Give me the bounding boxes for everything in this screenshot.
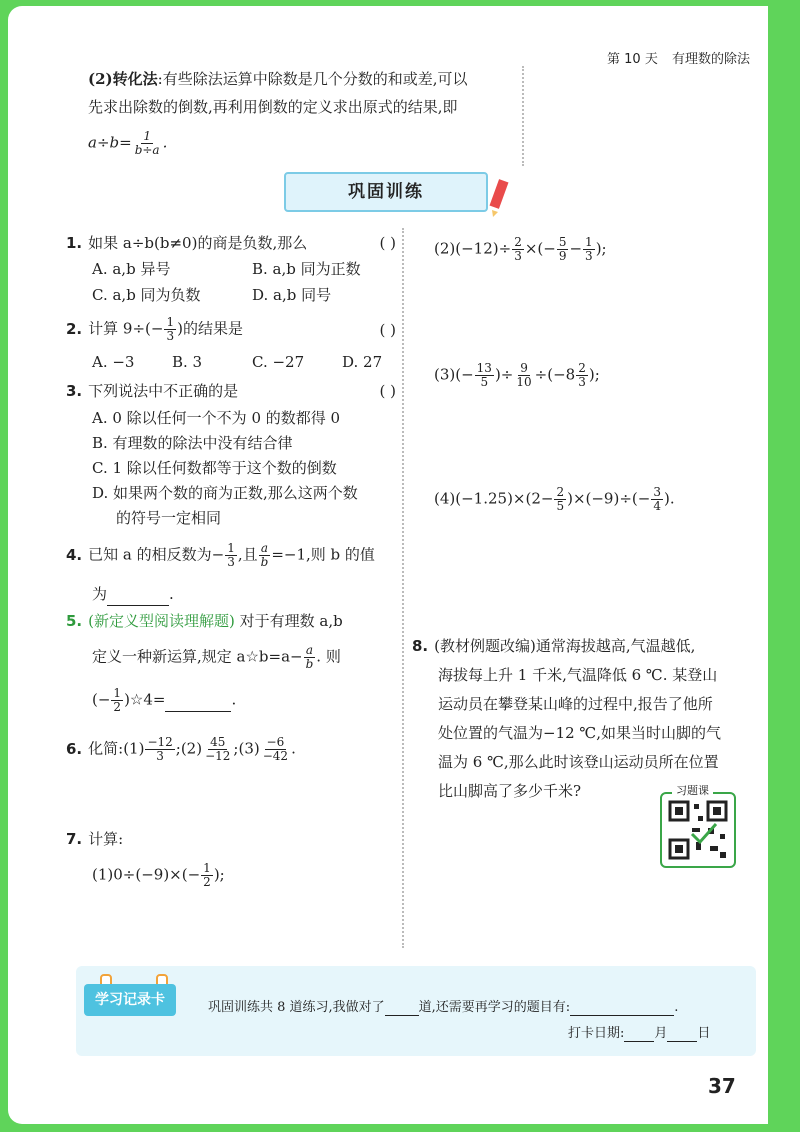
record-line-2: 打卡日期: 月 日 bbox=[568, 1026, 711, 1041]
q8-tag: (教材例题改编) bbox=[434, 637, 536, 655]
q7-part-4: (4)(−1.25)×(2− $\frac{2}{5}$ )×(−9)÷(− $\frac{3}{4}$ ). bbox=[434, 485, 675, 513]
column-divider bbox=[402, 228, 404, 948]
correct-count-blank[interactable] bbox=[385, 1000, 419, 1016]
q7-part-3: (3)(− $\frac{13}{5}$ )÷ $\frac{9}{10}$ ÷(−8 $\frac{2}{3}$ ); bbox=[434, 361, 600, 389]
q2-option-a[interactable]: A. −3 bbox=[92, 353, 135, 371]
q1-option-c[interactable]: C. a,b 同为负数 bbox=[92, 286, 201, 304]
question-5: 5. (新定义型阅读理解题) 对于有理数 a,b 定义一种新运算,规定 a☆b=a− $\frac{a}{b}$ . 则 (− $\frac{1}{2}$ )☆4= . bbox=[66, 612, 343, 714]
intro-text-2: 先求出除数的倒数,再利用倒数的定义求出原式的结果,即 bbox=[88, 98, 458, 116]
question-3: 3. 下列说法中不正确的是 ( ) A. 0 除以任何一个不为 0 的数都得 0 B. 有理数的除法中没有结合律 C. 1 除以任何数都等于这个数的倒数 D. 如果两个数的商为正数,那么这两个数 的符号一定相同 bbox=[66, 380, 396, 531]
question-2: 2. 计算 9÷(− $\frac{1}{3}$ )的结果是 ( ) A. −3 B. 3 C. −27 D. 27 bbox=[66, 316, 396, 373]
q3-option-b[interactable]: B. 有理数的除法中没有结合律 bbox=[92, 434, 293, 452]
q3-answer-slot[interactable]: ( ) bbox=[379, 382, 396, 400]
q2-option-b[interactable]: B. 3 bbox=[172, 353, 203, 371]
page-number: 37 bbox=[708, 1074, 736, 1098]
pencil-icon bbox=[488, 176, 510, 218]
intro-formula: a÷b= $\frac{1}{b\div a}$ . bbox=[88, 129, 168, 157]
review-items-blank[interactable] bbox=[570, 1000, 674, 1016]
q5-tag: (新定义型阅读理解题) bbox=[88, 612, 235, 630]
section-title: 巩固训练 bbox=[348, 182, 424, 202]
q3-option-a[interactable]: A. 0 除以任何一个不为 0 的数都得 0 bbox=[92, 409, 341, 427]
day-blank[interactable] bbox=[667, 1026, 697, 1042]
intro-label: (2)转化法 bbox=[88, 70, 158, 88]
question-7: 7. 计算: (1)0÷(−9)×(− $\frac{1}{2}$ ); bbox=[66, 830, 225, 889]
intro-divider bbox=[522, 66, 524, 166]
qr-code-icon bbox=[662, 794, 734, 866]
q1-option-a[interactable]: A. a,b 异号 bbox=[92, 260, 171, 278]
q3-option-c[interactable]: C. 1 除以任何数都等于这个数的倒数 bbox=[92, 459, 337, 477]
qr-title: 习题课 bbox=[672, 782, 713, 798]
q5-answer-blank[interactable] bbox=[165, 689, 231, 712]
header-topic: 有理数的除法 bbox=[671, 52, 750, 67]
q2-option-d[interactable]: D. 27 bbox=[342, 353, 383, 371]
q7-part-1: (1)0÷(−9)×(− $\frac{1}{2}$ ); bbox=[92, 861, 225, 889]
qr-code[interactable] bbox=[660, 792, 736, 868]
q2-option-c[interactable]: C. −27 bbox=[252, 353, 305, 371]
q1-option-d[interactable]: D. a,b 同号 bbox=[252, 286, 332, 304]
record-card-tag: 学习记录卡 bbox=[84, 984, 176, 1016]
question-8: 8. (教材例题改编)通常海拔越高,气温越低, 海拔每上升 1 千米,气温降低 6 ℃. 某登山 运动员在攀登某山峰的过程中,报告了他所 处位置的气温为−12 ℃,如果当时山脚的气 温为 6 ℃,那么此时该登山运动员所在位置 比山脚高了多少千米? bbox=[412, 637, 721, 800]
section-banner bbox=[284, 172, 488, 212]
intro-block bbox=[88, 68, 518, 157]
q3-option-d-cont: 的符号一定相同 bbox=[116, 509, 222, 527]
q4-answer-blank[interactable] bbox=[107, 583, 169, 606]
record-line-1: 巩固训练共 8 道练习,我做对了 道,还需要再学习的题目有: . bbox=[208, 1000, 679, 1015]
question-6: 6. 化简:(1) $\frac{-12}{3}$ ;(2) $\frac{45}{-12}$ ;(3) $\frac{-6}{-42}$ . bbox=[66, 735, 296, 763]
q2-answer-slot[interactable]: ( ) bbox=[379, 320, 396, 339]
q3-option-d[interactable]: D. 如果两个数的商为正数,那么这两个数 bbox=[92, 484, 358, 502]
q1-stem: 如果 a÷b(b≠0)的商是负数,那么 bbox=[88, 234, 308, 252]
month-blank[interactable] bbox=[624, 1026, 654, 1042]
page bbox=[8, 6, 768, 1124]
question-1: 1. 如果 a÷b(b≠0)的商是负数,那么 ( ) A. a,b 异号 B. a,b 同为正数 C. a,b 同为负数 D. a,b 同号 bbox=[66, 232, 396, 306]
q1-option-b[interactable]: B. a,b 同为正数 bbox=[252, 260, 361, 278]
page-header bbox=[607, 48, 750, 67]
q7-part-2: (2)(−12)÷ $\frac{2}{3}$ ×(− $\frac{5}{9}$ − $\frac{1}{3}$ ); bbox=[434, 235, 607, 263]
q1-answer-slot[interactable]: ( ) bbox=[379, 234, 396, 252]
question-4: 4. 已知 a 的相反数为− $\frac{1}{3}$ ,且 $\frac{a}{b}$ =−1,则 b 的值 为 . bbox=[66, 542, 396, 606]
intro-text-1: :有些除法运算中除数是几个分数的和或差,可以 bbox=[157, 70, 468, 88]
header-day: 第 10 天 bbox=[607, 52, 658, 67]
